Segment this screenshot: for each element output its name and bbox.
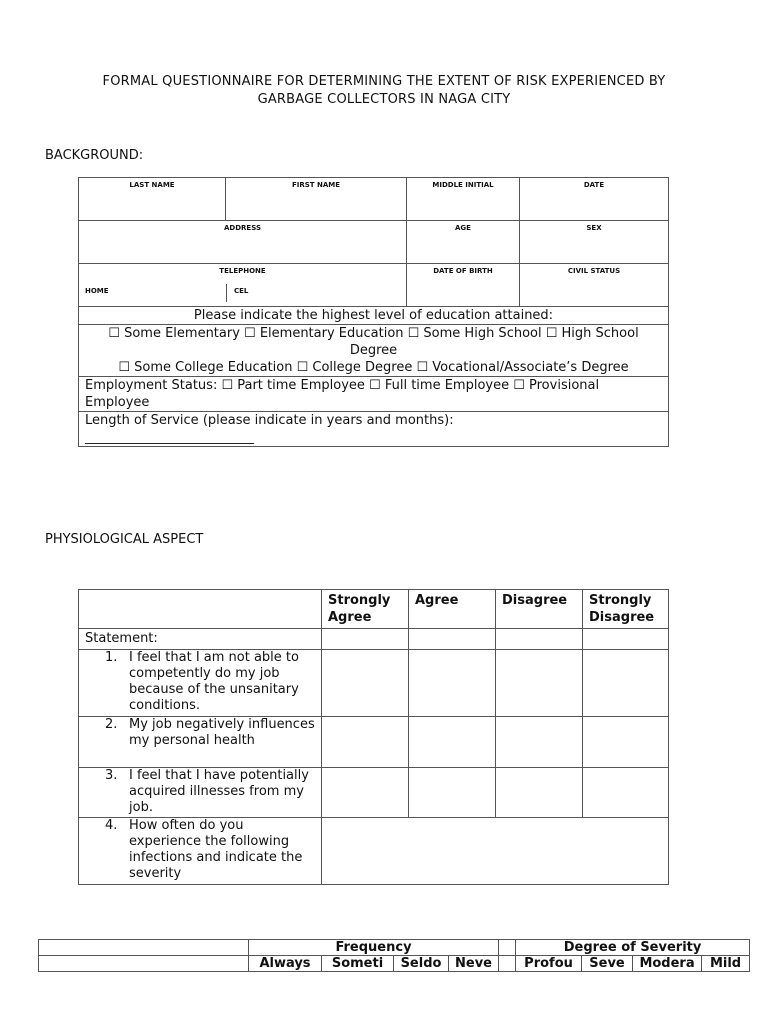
frequency-seldom: Seldo <box>394 956 449 972</box>
frequency-severity-table <box>38 939 750 972</box>
last-name-field[interactable]: LAST NAME <box>79 178 226 221</box>
sex-field[interactable]: SEX <box>520 221 669 264</box>
telephone-field[interactable] <box>79 264 407 307</box>
disagree-header: Disagree <box>496 590 583 629</box>
home-phone-label: HOME <box>85 287 109 295</box>
background-table <box>78 177 669 447</box>
response-cell[interactable] <box>322 768 409 818</box>
severity-header: Degree of Severity <box>516 940 750 956</box>
severity-severe: Seve <box>582 956 633 972</box>
civil-status-field[interactable]: CIVIL STATUS <box>520 264 669 307</box>
infection-cell[interactable] <box>39 956 249 972</box>
response-cell[interactable] <box>409 650 496 717</box>
spacer-cell <box>499 940 516 956</box>
phone-divider <box>226 284 227 302</box>
item-text: I feel that I have potentially acquired illnesses from my job. <box>129 768 309 815</box>
telephone-label: TELEPHONE <box>219 267 266 275</box>
severity-profound: Profou <box>516 956 582 972</box>
frequency-header: Frequency <box>249 940 499 956</box>
background-heading: BACKGROUND: <box>45 148 144 163</box>
response-cell-merged[interactable] <box>322 818 669 885</box>
item-number: 1. <box>105 650 118 665</box>
agree-header: Agree <box>409 590 496 629</box>
education-prompt: Please indicate the highest level of education attained: <box>79 307 669 325</box>
response-cell[interactable] <box>583 717 669 768</box>
date-field[interactable]: DATE <box>520 178 669 221</box>
length-of-service-blank[interactable]: __________________________ <box>85 430 254 445</box>
severity-moderate: Modera <box>633 956 702 972</box>
statement-column-header <box>79 590 322 629</box>
middle-initial-field[interactable]: MIDDLE INITIAL <box>407 178 520 221</box>
first-name-field[interactable]: FIRST NAME <box>226 178 407 221</box>
statement-item-2 <box>79 717 322 768</box>
infection-column-header <box>39 940 249 956</box>
education-options-line-1[interactable]: ☐ Some Elementary ☐ Elementary Education ☐ Some High School ☐ High School Degree <box>108 326 639 358</box>
response-cell[interactable] <box>409 629 496 650</box>
title-line-1: FORMAL QUESTIONNAIRE FOR DETERMINING THE EXTENT OF RISK EXPERIENCED BY <box>102 74 666 89</box>
statement-label: Statement: <box>79 629 322 650</box>
spacer-cell <box>499 956 516 972</box>
statement-item-3 <box>79 768 322 818</box>
response-cell[interactable] <box>583 650 669 717</box>
length-of-service-label: Length of Service (please indicate in years and months): <box>85 413 454 428</box>
response-cell[interactable] <box>409 717 496 768</box>
strongly-disagree-header: Strongly Disagree <box>583 590 669 629</box>
education-options[interactable] <box>79 325 669 377</box>
statement-item-4 <box>79 818 322 885</box>
employment-status-options[interactable]: Employment Status: ☐ Part time Employee ☐ Full time Employee ☐ Provisional Employee <box>79 377 669 412</box>
item-text: My job negatively influences my personal health <box>129 717 315 748</box>
document-title <box>20 73 748 109</box>
response-cell[interactable] <box>322 717 409 768</box>
item-text: How often do you experience the following infections and indicate the severity <box>129 818 303 881</box>
frequency-never: Neve <box>449 956 499 972</box>
education-options-line-2[interactable]: ☐ Some College Education ☐ College Degree ☐ Vocational/Associate’s Degree <box>118 360 629 375</box>
response-cell[interactable] <box>322 629 409 650</box>
response-cell[interactable] <box>583 629 669 650</box>
response-cell[interactable] <box>409 768 496 818</box>
response-cell[interactable] <box>322 650 409 717</box>
length-of-service-field[interactable] <box>79 412 669 447</box>
response-cell[interactable] <box>496 650 583 717</box>
age-field[interactable]: AGE <box>407 221 520 264</box>
date-of-birth-field[interactable]: DATE OF BIRTH <box>407 264 520 307</box>
strongly-agree-header: Strongly Agree <box>322 590 409 629</box>
frequency-sometimes: Someti <box>322 956 394 972</box>
physiological-table <box>78 589 669 885</box>
physiological-heading: PHYSIOLOGICAL ASPECT <box>45 532 204 547</box>
title-line-2: GARBAGE COLLECTORS IN NAGA CITY <box>257 92 511 107</box>
response-cell[interactable] <box>496 629 583 650</box>
severity-mild: Mild <box>702 956 750 972</box>
item-number: 4. <box>105 818 118 833</box>
response-cell[interactable] <box>496 768 583 818</box>
response-cell[interactable] <box>496 717 583 768</box>
frequency-always: Always <box>249 956 322 972</box>
address-field[interactable]: ADDRESS <box>79 221 407 264</box>
item-text: I feel that I am not able to competently do my job because of the unsanitary conditions. <box>129 650 299 713</box>
cel-phone-label: CEL <box>234 287 249 295</box>
statement-item-1 <box>79 650 322 717</box>
item-number: 2. <box>105 717 118 732</box>
response-cell[interactable] <box>583 768 669 818</box>
item-number: 3. <box>105 768 118 783</box>
